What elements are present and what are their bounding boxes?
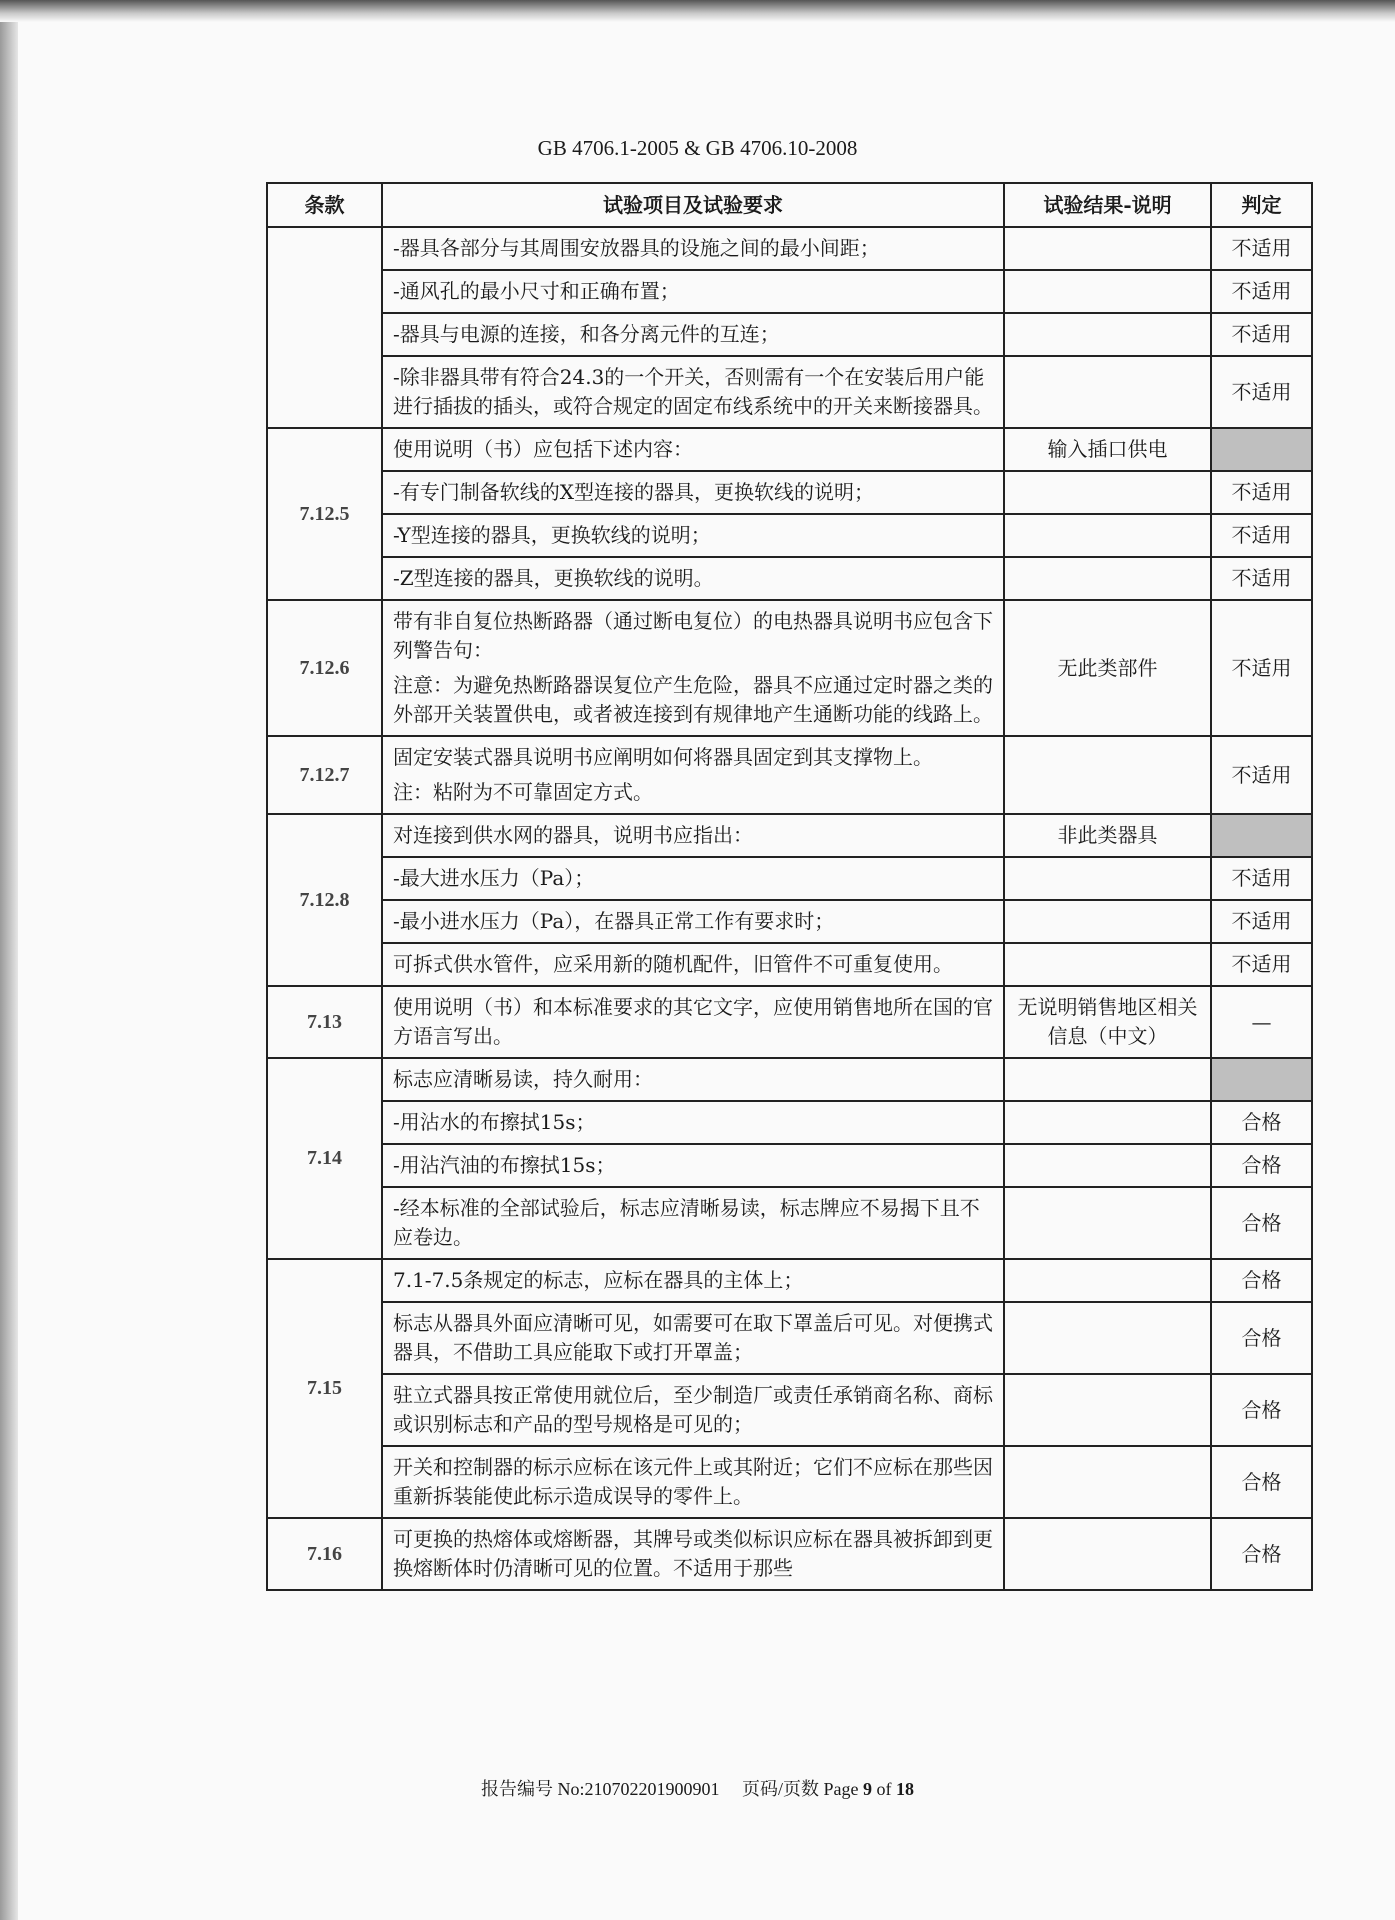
result-cell: 无说明销售地区相关信息（中文） — [1004, 986, 1211, 1058]
result-cell — [1004, 514, 1211, 557]
result-cell — [1004, 1259, 1211, 1302]
table-row — [267, 1144, 1312, 1187]
verdict-cell — [1211, 814, 1312, 857]
page-binding-shadow — [0, 0, 18, 1920]
requirement-cell: -最小进水压力（Pa），在器具正常工作有要求时； — [382, 900, 1004, 943]
header-clause: 条款 — [267, 183, 382, 227]
result-cell — [1004, 1144, 1211, 1187]
verdict-cell: 不适用 — [1211, 736, 1312, 814]
result-cell — [1004, 943, 1211, 986]
clause-cell: 7.13 — [267, 986, 382, 1058]
result-cell — [1004, 1187, 1211, 1259]
requirement-cell: 对连接到供水网的器具，说明书应指出： — [382, 814, 1004, 857]
result-cell — [1004, 857, 1211, 900]
requirement-note: 注意：为避免热断路器误复位产生危险，器具不应通过定时器之类的外部开关装置供电，或者被连接到有规律地产生通断功能的线路上。 — [393, 673, 993, 726]
verdict-cell: 合格 — [1211, 1446, 1312, 1518]
clause-cell: 7.12.7 — [267, 736, 382, 814]
requirement-cell: 标志应清晰易读，持久耐用： — [382, 1058, 1004, 1101]
result-cell — [1004, 557, 1211, 600]
table-row — [267, 227, 1312, 270]
requirement-cell: -经本标准的全部试验后，标志应清晰易读，标志牌应不易揭下且不应卷边。 — [382, 1187, 1004, 1259]
requirement-cell: -器具各部分与其周围安放器具的设施之间的最小间距； — [382, 227, 1004, 270]
table-row — [267, 943, 1312, 986]
table-row — [267, 428, 1312, 471]
verdict-cell: 合格 — [1211, 1374, 1312, 1446]
result-cell: 输入插口供电 — [1004, 428, 1211, 471]
requirement-cell: 使用说明（书）和本标准要求的其它文字，应使用销售地所在国的官方语言写出。 — [382, 986, 1004, 1058]
verdict-cell: 不适用 — [1211, 270, 1312, 313]
table-row — [267, 857, 1312, 900]
result-cell — [1004, 1446, 1211, 1518]
page-of: of — [876, 1779, 892, 1799]
verdict-cell: 不适用 — [1211, 857, 1312, 900]
verdict-cell: 不适用 — [1211, 356, 1312, 428]
table-row — [267, 514, 1312, 557]
clause-cell: 7.12.5 — [267, 428, 382, 600]
verdict-cell: 不适用 — [1211, 471, 1312, 514]
verdict-cell: 合格 — [1211, 1518, 1312, 1590]
page-total: 18 — [896, 1779, 914, 1799]
header-verdict: 判定 — [1211, 183, 1312, 227]
requirement-cell: -通风孔的最小尺寸和正确布置； — [382, 270, 1004, 313]
table-row — [267, 1374, 1312, 1446]
result-cell — [1004, 736, 1211, 814]
table-row — [267, 736, 1312, 814]
requirement-cell: 使用说明（书）应包括下述内容： — [382, 428, 1004, 471]
requirement-cell: -器具与电源的连接，和各分离元件的互连； — [382, 313, 1004, 356]
clause-cell — [267, 227, 382, 428]
requirement-cell: 可更换的热熔体或熔断器，其牌号或类似标识应标在器具被拆卸到更换熔断体时仍清晰可见的位置。不适用于那些 — [382, 1518, 1004, 1590]
requirement-cell: 开关和控制器的标示应标在该元件上或其附近；它们不应标在那些因重新拆装能使此标示造成误导的零件上。 — [382, 1446, 1004, 1518]
result-cell: 无此类部件 — [1004, 600, 1211, 736]
table-row — [267, 557, 1312, 600]
table-row — [267, 1518, 1312, 1590]
verdict-cell: 合格 — [1211, 1101, 1312, 1144]
verdict-cell: 不适用 — [1211, 600, 1312, 736]
test-requirements-table — [266, 182, 1313, 1591]
table-row — [267, 1259, 1312, 1302]
verdict-cell: 不适用 — [1211, 514, 1312, 557]
requirement-cell: 标志从器具外面应清晰可见，如需要可在取下罩盖后可见。对便携式器具，不借助工具应能取下或打开罩盖； — [382, 1302, 1004, 1374]
verdict-cell: 不适用 — [1211, 900, 1312, 943]
requirement-cell: -用沾汽油的布擦拭15s； — [382, 1144, 1004, 1187]
verdict-cell: — — [1211, 986, 1312, 1058]
requirement-note: 注：粘附为不可靠固定方式。 — [393, 780, 653, 804]
page-label: 页码/页数 Page — [742, 1779, 859, 1799]
requirement-cell: -Y型连接的器具，更换软线的说明； — [382, 514, 1004, 557]
requirement-cell: -用沾水的布擦拭15s； — [382, 1101, 1004, 1144]
verdict-cell: 不适用 — [1211, 943, 1312, 986]
verdict-cell: 不适用 — [1211, 313, 1312, 356]
requirement-cell: -有专门制备软线的X型连接的器具，更换软线的说明； — [382, 471, 1004, 514]
result-cell — [1004, 1302, 1211, 1374]
table-row — [267, 900, 1312, 943]
report-number: 报告编号 No:210702201900901 — [481, 1779, 720, 1799]
verdict-cell: 不适用 — [1211, 557, 1312, 600]
result-cell — [1004, 900, 1211, 943]
table-row — [267, 471, 1312, 514]
result-cell — [1004, 1374, 1211, 1446]
requirement-cell: 驻立式器具按正常使用就位后，至少制造厂或责任承销商名称、商标或识别标志和产品的型号规格是可见的； — [382, 1374, 1004, 1446]
clause-cell: 7.12.8 — [267, 814, 382, 986]
table-row — [267, 814, 1312, 857]
table-header-row — [267, 183, 1312, 227]
result-cell — [1004, 1101, 1211, 1144]
requirement-cell: -除非器具带有符合24.3的一个开关，否则需有一个在安装后用户能进行插拔的插头，或符合规定的固定布线系统中的开关来断接器具。 — [382, 356, 1004, 428]
result-cell — [1004, 1058, 1211, 1101]
clause-cell: 7.15 — [267, 1259, 382, 1518]
requirement-cell — [382, 600, 1004, 736]
result-cell: 非此类器具 — [1004, 814, 1211, 857]
requirement-text: 带有非自复位热断路器（通过断电复位）的电热器具说明书应包含下列警告句： — [393, 609, 993, 662]
table-row — [267, 270, 1312, 313]
requirement-text: 固定安装式器具说明书应阐明如何将器具固定到其支撑物上。 — [393, 745, 933, 769]
result-cell — [1004, 313, 1211, 356]
clause-cell: 7.14 — [267, 1058, 382, 1259]
table-row — [267, 986, 1312, 1058]
clause-cell: 7.12.6 — [267, 600, 382, 736]
verdict-cell: 合格 — [1211, 1259, 1312, 1302]
result-cell — [1004, 1518, 1211, 1590]
verdict-cell: 合格 — [1211, 1302, 1312, 1374]
verdict-cell: 不适用 — [1211, 227, 1312, 270]
table-row — [267, 313, 1312, 356]
requirement-cell: 可拆式供水管件，应采用新的随机配件，旧管件不可重复使用。 — [382, 943, 1004, 986]
requirement-cell: 7.1-7.5条规定的标志，应标在器具的主体上； — [382, 1259, 1004, 1302]
requirement-cell: -Z型连接的器具，更换软线的说明。 — [382, 557, 1004, 600]
header-result: 试验结果-说明 — [1004, 183, 1211, 227]
verdict-cell — [1211, 428, 1312, 471]
header-requirement: 试验项目及试验要求 — [382, 183, 1004, 227]
clause-cell: 7.16 — [267, 1518, 382, 1590]
table-row — [267, 1187, 1312, 1259]
result-cell — [1004, 471, 1211, 514]
table-row — [267, 1446, 1312, 1518]
page-current: 9 — [863, 1779, 872, 1799]
document-header: GB 4706.1-2005 & GB 4706.10-2008 — [537, 136, 858, 160]
result-cell — [1004, 356, 1211, 428]
requirement-cell: -最大进水压力（Pa）； — [382, 857, 1004, 900]
table-row — [267, 1101, 1312, 1144]
requirement-cell — [382, 736, 1004, 814]
result-cell — [1004, 270, 1211, 313]
table-row — [267, 600, 1312, 736]
verdict-cell — [1211, 1058, 1312, 1101]
result-cell — [1004, 227, 1211, 270]
verdict-cell: 合格 — [1211, 1144, 1312, 1187]
table-row — [267, 1302, 1312, 1374]
page-footer — [0, 1775, 1395, 1801]
page-top-shadow — [0, 0, 1395, 22]
verdict-cell: 合格 — [1211, 1187, 1312, 1259]
table-row — [267, 1058, 1312, 1101]
table-row — [267, 356, 1312, 428]
